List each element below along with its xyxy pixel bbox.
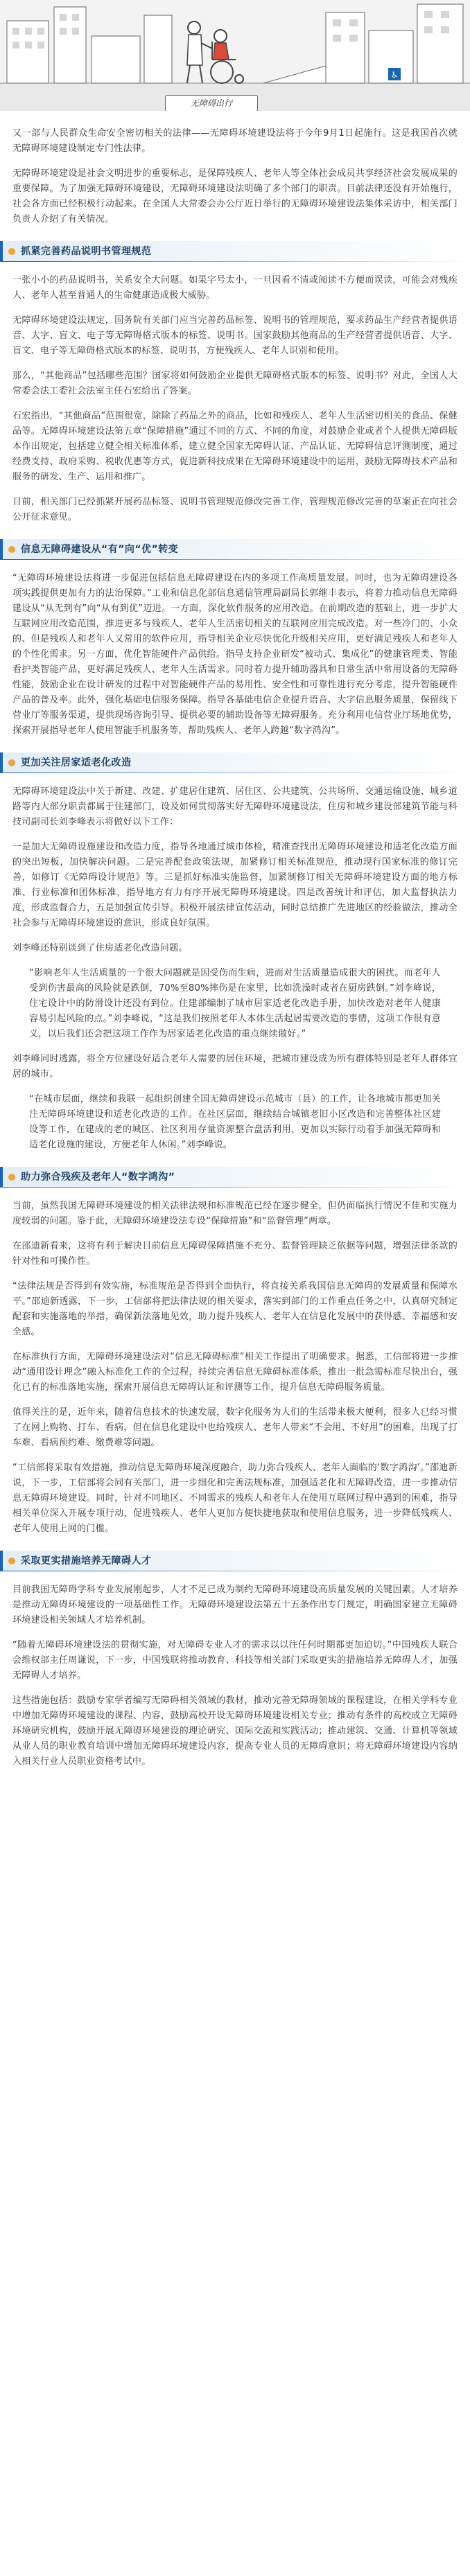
section-title: 信息无障碍建设从“有”向“优”转变: [21, 544, 179, 555]
section-heading: [0, 1551, 470, 1571]
hero-illustration: [0, 0, 470, 111]
article-body: [0, 111, 470, 1770]
section-heading: [0, 752, 470, 773]
body-paragraph: “随着无障碍环境建设法的贯彻实施，对无障碍专业人才的需求以以往任何时期都更加迫切。”中国残疾人联合会维权部主任周谦说，下一步，中国残联将推动教育、科技等相关部门采取更实的措施培养无障碍人才，加强无障碍人才培养。: [12, 1640, 458, 1681]
section-title: 抓紧完善药品说明书管理规范: [21, 246, 152, 257]
hero-banner: 无障碍出行: [165, 95, 258, 111]
body-paragraph: 在邵迪新看来，这将有利于解决目前信息无障碍保障措施不充分、监督管理缺乏依据等问题，增强法律条款的针对性和可操作性。: [12, 1241, 458, 1267]
body-paragraph: “工信部将采取有效措施，推动信息无障碍环境深度融合，助力弥合残疾人、老年人面临的‘数字鸿沟’。”邵迪新说，下一步，工信部将会同有关部门，进一步细化和完善法规标准，加强适老化和无障碍改造，进一步推动信息无障碍环境建设。同时，针对不同地区、不同需求的残疾人和老年人在使用互联网过程中遇到的困难，指导相关单位深入开展专项行动，促进残疾人、老年人更加方便快捷地获取和使用信息服务，进一步降低残疾人、老年人使用上网的门槛。: [12, 1463, 458, 1534]
section-title: 更加关注居家适老化改造: [21, 757, 132, 768]
intro-paragraph: 又一部与人民群众生命安全密切相关的法律——无障碍环境建设法将于今年9月1日起施行。这是我国首次就无障碍环境建设制定专门性法律。: [12, 128, 458, 154]
body-paragraph: 目前，相关部门已经抓紧开展药品标签、说明书管理规范修改完善工作，管理规范修改完善的草案正在向社会公开征求意见。: [12, 497, 458, 522]
section-underline: [3, 261, 470, 262]
section-underline: [3, 1187, 470, 1188]
body-paragraph: 那么，“其他商品”包括哪些范围？国家将如何鼓励企业提供无障碍格式版本的标签、说明书？对此，全国人大常委会法工委社会法室主任石宏给出了答案。: [12, 371, 458, 396]
section-dot-icon: [8, 1558, 15, 1564]
section-heading: [0, 539, 470, 560]
body-paragraph: 刘李峰还特别谈到了住房适老化改造问题。: [12, 943, 188, 953]
city-sketch-illustration: [0, 0, 470, 111]
intro-paragraph: 无障碍环境建设是社会文明进步的重要标志，是保障残疾人、老年人等全体社会成员共享经济社会发展成果的重要保障。为了加强无障碍环境建设，无障碍环境建设法明确了多个部门的职责。目前法律还没有开始施行，社会各方面已经积极行动起来。在全国人大常委会办公厅近日举行的无障碍环境建设法集体采访中，相关部门负责人介绍了有关情况。: [12, 168, 458, 224]
body-paragraph: 在标准执行方面，无障碍环境建设法对“信息无障碍标准”相关工作提出了明确要求。据悉，工信部将进一步推动“通用设计理念”融入标准化工作的全过程，持续完善信息无障碍标准体系，推出一批急需标准尽快出台，强化已有的标准落地实施，探索开展信息无障碍认证和评测等工作，提升信息无障碍服务质量。: [12, 1352, 458, 1393]
section-dot-icon: [8, 546, 15, 553]
body-paragraph: 无障碍环境建设法中关于新建、改建、扩建居住建筑、居住区、公共建筑、公共场所、交通运输设施、城乡道路等内大部分职责都属于住建部门，设及如何贯彻落实好无障碍环境建设法，住房和城乡建设部建筑节能与科技司副司长刘李峰表示将做好以下工作：: [12, 786, 458, 827]
body-paragraph: 这些措施包括：鼓励专家学者编写无障碍相关领域的教材，推动完善无障碍领域的课程建设，在相关学科专业中增加无障碍环境建设的课程、内容，鼓励高校开设无障碍环境建设相关专业；推动有条件的高校成立无障碍环境研究机构，鼓励开展无障碍环境建设的理论研究、国际交流和实践活动；推动建筑、交通、计算机等领域从业人员的职业教育培训中增加无障碍环境建设内容，提高专业人员的无障碍意识；将无障碍环境建设内容纳入相关行业人员职业资格考试中。: [12, 1695, 458, 1767]
section-title: 助力弥合残疾及老年人“数字鸿沟”: [21, 1172, 175, 1183]
quote-paragraph: “影响老年人生活质量的一个很大问题就是因受伤而生病，进而对生活质量造成很大的困扰。而老年人受到伤害最高的风险就是跌倒，70%至80%摔伤是在家里，比如洗澡时或者在厨房跌倒。”刘李峰说，住宅设计中的防滑设计还没有到位。住建部编制了城市居家适老化改造手册，加快改造对老年人健康容易引起风险的点。”刘李峰说，“这是我们按照老年人本体生活起居需要改造的事情，这项工作很有意义，以后我们还会把这项工作作为居家适老化改造的重点继续做好。”: [29, 968, 441, 1039]
body-paragraph: 一是加大无障碍设施建设和改造力度，指导各地通过城市体检，精准查找出无障碍环境建设和适老化改造方面的突出短板，加快解决问题。二是完善配套政策法规，加紧修订相关标准规范，推动现行国家标准的修订完善，如修订《无障碍设计规范》等。三是抓好标准实施监督，加紧制修订相关无障碍环境建设方面的地方标准、行业标准和团体标准，指导地方有力有序开展无障碍环境建设。四是改善统计和评估，加大监督执法力度，形成监督合力，五是加强宣传引导。积极开展法律宣传活动，同时总结推广先进地区的经验做法，推动全社会参与无障碍环境建设的意识，形成良好氛围。: [12, 842, 458, 928]
body-paragraph: “无障碍环境建设法将进一步促进包括信息无障碍建设在内的多项工作高质量发展。同时，也为无障碍建设各项实践提供更加有力的法治保障。”工业和信息化部信息通信管理局副局长郭继丰表示，将着力推动信息无障碍建设从“从无到有”向“从有到优”迈进。一方面，深化软件服务的应用改造。在前期改造的基础上，进一步扩大互联网应用改造范围，推进更多与残疾人、老年人生活密切相关的互联网应用完成改造。对一些冷门的、小众的、但是残疾人和老年人又常用的软件应用，指导相关企业尽快优化升级相关应用，更好满足残疾人和老年人的个性化需求。另一方面，优化智能硬件产品供给。指导支持企业研发“被动式、集成化”的健康管理类、智能看护类智能产品，更好满足残疾人、老年人生活需求。同时着力提升辅助器具和日常生活中常用设备的无障碍性能，鼓励企业在设计研发的过程中对智能硬件产品的易用性、安全性和可靠性进行充分考虑，提升智能硬件产品的普及率。此外，强化基础电信服务保障。指导各基础电信企业提升语音、大字信息服务质量，保留线下营业厅等服务渠道，提供现场咨询引导、提供必要的辅助设备等无障碍服务。充分利用电信营业厅场地优势，探索开展指导老年人使用智能手机服务等，帮助残疾人、老年人跨越“数字鸿沟”。: [12, 573, 458, 736]
body-paragraph: 值得关注的是，近年来，随着信息技术的快速发展，数字化服务为人们的生活带来极大便利，很多人已经习惯了在网上购物、打车、看病，但在信息化建设中也给残疾人、老年人带来“不会用、不好用”的困难，出现了打车难、看病预约难、缴费难等问题。: [12, 1407, 458, 1448]
body-paragraph: 一张小小的药品说明书，关系安全大问题。如果字号太小，一旦因看不清或阅读不方便而误读，可能会对残疾人、老年人甚至普通人的生命健康造成极大威胁。: [12, 275, 458, 301]
section-heading: [0, 241, 470, 262]
body-paragraph: “法律法规是否得到有效实施，标准规范是否得到全面执行，将直接关系我国信息无障碍的发展质量和保障水平。”邵迪新透露，下一步，工信部将把法律法规的相关要求，落实到部门的工作重点任务之中，认真研究制定配套和实施落地的举措，确保新法落地见效，助力提升残疾人、老年人在信息化发展中的获得感、幸福感和安全感。: [12, 1281, 458, 1337]
body-paragraph: 无障碍环境建设法规定，国务院有关部门应当完善药品标签、说明书的管理规范，要求药品生产经营者提供语音、大字、盲文、电子等无障碍格式版本的标签、说明书。国家鼓励其他商品的生产经营者提供语音、大字、盲文、电子等无障碍格式版本的标签、说明书，方便残疾人、老年人识别和使用。: [12, 315, 458, 356]
section-dot-icon: [8, 248, 15, 255]
body-paragraph: 刘李峰同时透露，将全方位建设好适合老年人需要的居住环境，把城市建设成为所有群体特别是老年人群体宜居的城市。: [12, 1054, 458, 1079]
svg-text:♿: ♿: [390, 70, 399, 80]
quote-paragraph: “在城市层面，继续和我联一起组织创建全国无障碍建设示范城市（县）的工作，让各地城市都更加关注无障碍环境建设和适老化改造的工作。在社区层面，继续结合城镇老旧小区改造和完善整体社区建设等工作，在建成的老的城区、社区利用存量资源整合盘活利用，更加以实际行动着手加强无障碍和适老化设施的建设，方便老年人休闲。”刘李峰说。: [29, 1094, 441, 1150]
section-title: 采取更实措施培养无障碍人才: [21, 1555, 152, 1567]
section-heading: [0, 1167, 470, 1188]
body-paragraph: 目前我国无障碍学科专业发展刚起步，人才不足已成为制约无障碍环境建设高质量发展的关键因素。人才培养是推动无障碍环境建设的一项基础性工作。无障碍环境建设法第五十五条作出专门规定，明确国家建立无障碍环境建设相关领域人才培养机制。: [12, 1585, 458, 1625]
section-underline: [3, 559, 470, 560]
section-dot-icon: [8, 1174, 15, 1181]
section-dot-icon: [8, 759, 15, 766]
body-paragraph: 当前，虽然我国无障碍环境建设的相关法律法规和标准规范已经在逐步健全，但仍面临执行情况不佳和实施力度较弱的问题。鉴于此，无障碍环境建设法专设“保障措施”和“监督管理”两章。: [12, 1201, 458, 1226]
body-paragraph: 石宏指出，“其他商品”范围很宽，除除了药品之外的商品，比如和残疾人、老年人生活密切相关的食品、保健品等。无障碍环境建设法第五章“保障措施”通过不同的方式、不同的角度，对鼓励企业或者个人提供无障碍版本作出规定，包括建立健全相关标准体系，建立健全国家无障碍认证、产品认证、无障碍信息评测制度，通过经费支持、政府采购、税收优惠等方式，促进新科技成果在无障碍环境建设中的运用，鼓励无障碍技术产品和服务的研发、生产、运用和推广。: [12, 411, 458, 482]
